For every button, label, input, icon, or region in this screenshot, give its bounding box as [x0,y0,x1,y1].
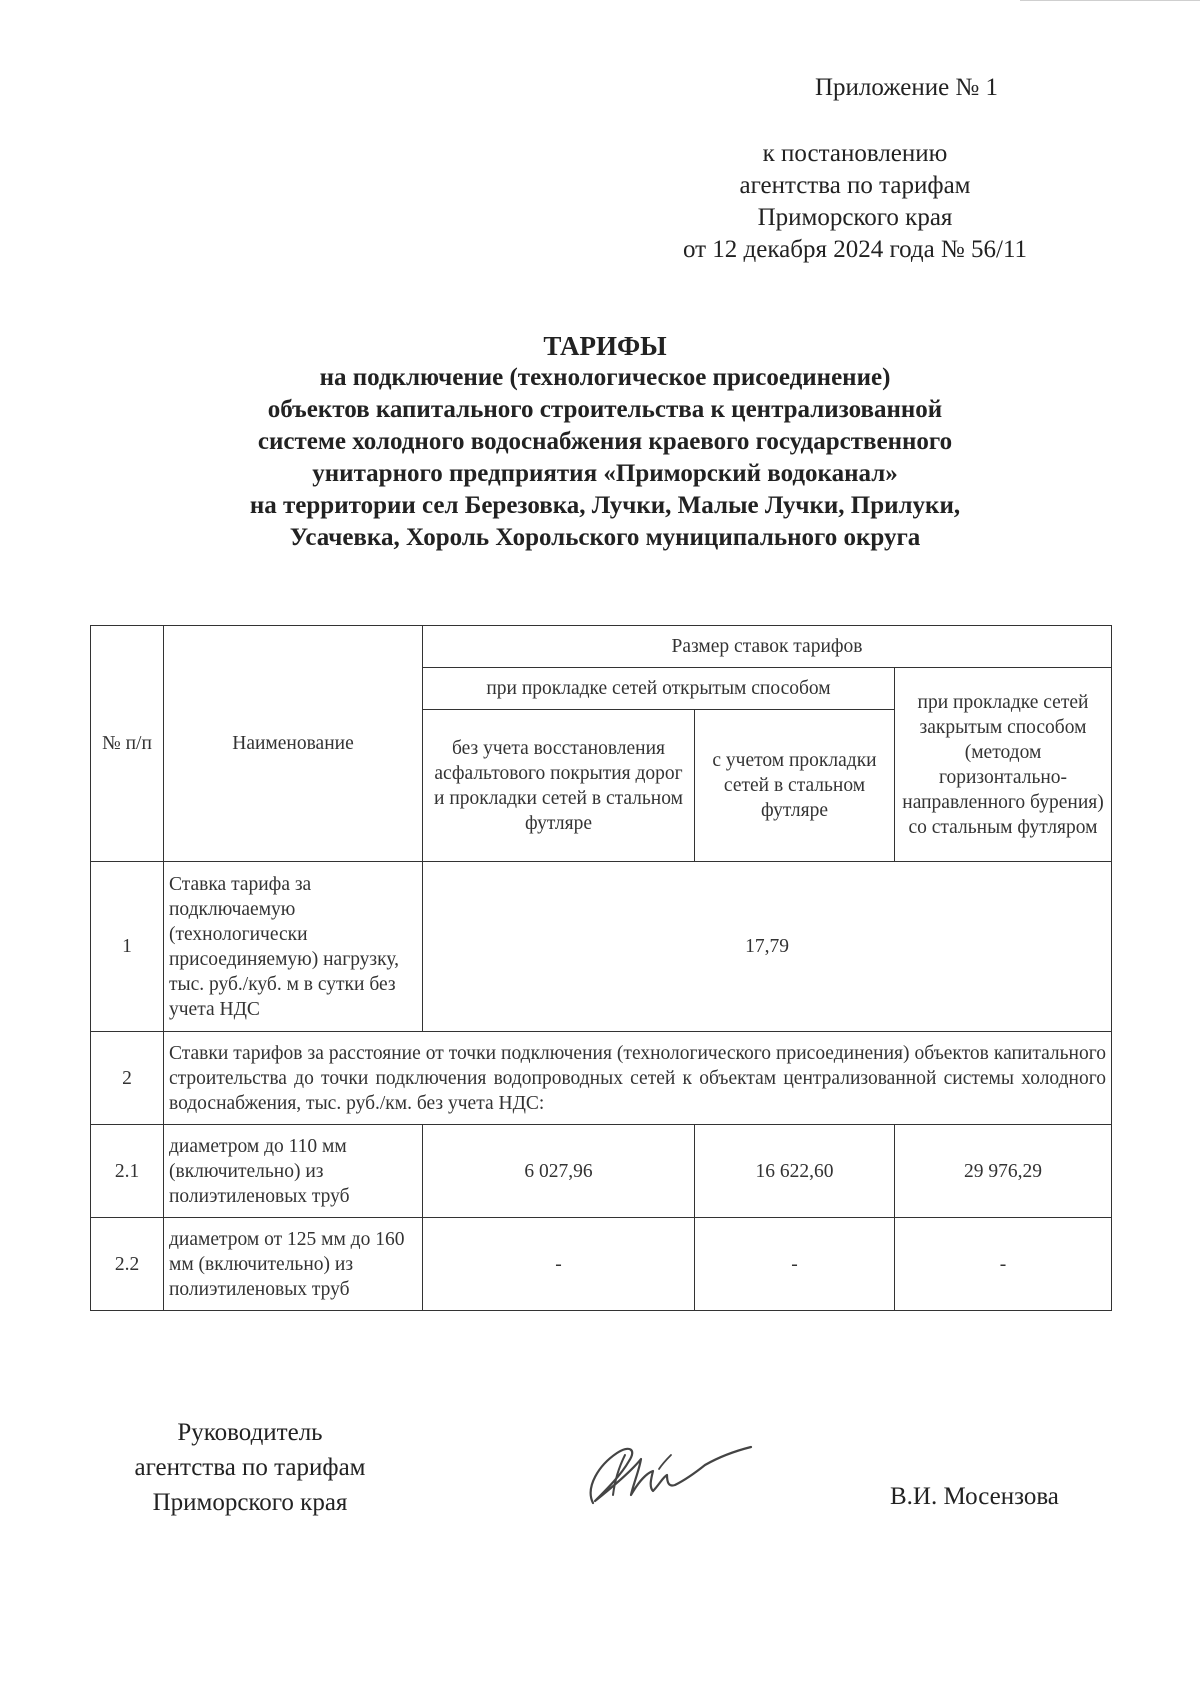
header-with-steel-case: с учетом прокладки сетей в стальном футляре [695,710,895,862]
signer-position-line: агентства по тарифам [134,1454,366,1481]
row-value: - [423,1218,695,1311]
row-value: 16 622,60 [695,1125,895,1218]
row-value: 6 027,96 [423,1125,695,1218]
title-line: Усачевка, Хороль Хорольского муниципального округа [289,524,921,551]
scan-edge-mark [1020,0,1200,4]
appendix-reference [640,138,1070,266]
table-header-row [91,626,1112,668]
signer-position [105,1415,395,1520]
appendix-line: от 12 декабря 2024 года № 56/11 [682,236,1028,263]
appendix-line: к постановлению [762,140,948,167]
row-name: Ставка тарифа за подключаемую (технологически присоединяемую) нагрузку, тыс. руб./куб. м в сутки без учета НДС [164,862,423,1032]
table-row [91,862,1112,1032]
handwritten-signature [555,1415,755,1525]
table-row [91,1032,1112,1125]
signer-name: В.И. Мосензова [890,1483,1059,1510]
header-name: Наименование [164,626,423,862]
appendix-line: агентства по тарифам [739,172,971,199]
row-name: диаметром до 110 мм (включительно) из полиэтиленовых труб [164,1125,423,1218]
row-value: 17,79 [423,862,1112,1032]
title-line: на подключение (технологическое присоединение) [319,364,891,391]
header-closed-method: при прокладке сетей закрытым способом (методом горизонтально-направленного бурения) со стальным футляром [895,668,1112,862]
row-name: диаметром от 125 мм до 160 мм (включительно) из полиэтиленовых труб [164,1218,423,1311]
signer-position-line: Приморского края [152,1489,348,1516]
title-line: системе холодного водоснабжения краевого государственного [257,428,953,455]
header-without-restoration: без учета восстановления асфальтового покрытия дорог и прокладки сетей в стальном футляре [423,710,695,862]
title-line: унитарного предприятия «Приморский водоканал» [312,460,898,487]
table-row [91,1218,1112,1311]
document-title [90,330,1120,554]
title-line: на территории сел Березовка, Лучки, Малые Лучки, Прилуки, [249,492,961,519]
row-num: 2 [91,1032,164,1125]
title-line: объектов капитального строительства к централизованной [267,396,943,423]
signer-position-line: Руководитель [177,1419,323,1446]
row-num: 1 [91,862,164,1032]
appendix-title: Приложение № 1 [815,74,999,101]
row-value: - [895,1218,1112,1311]
tariffs-table [90,625,1112,1311]
row-num: 2.1 [91,1125,164,1218]
header-rates: Размер ставок тарифов [423,626,1112,668]
row-value: 29 976,29 [895,1125,1112,1218]
row-description: Ставки тарифов за расстояние от точки подключения (технологического присоединения) объектов капитального строительства до точки подключения водопроводных сетей к объектам централизованной системы холодного водоснабжения, тыс. руб./км. без учета НДС: [164,1032,1112,1125]
row-value: - [695,1218,895,1311]
table-row [91,1125,1112,1218]
document-heading: ТАРИФЫ [543,331,667,361]
appendix-line: Приморского края [757,204,953,231]
header-open-method: при прокладке сетей открытым способом [423,668,895,710]
row-num: 2.2 [91,1218,164,1311]
header-num: № п/п [91,626,164,862]
